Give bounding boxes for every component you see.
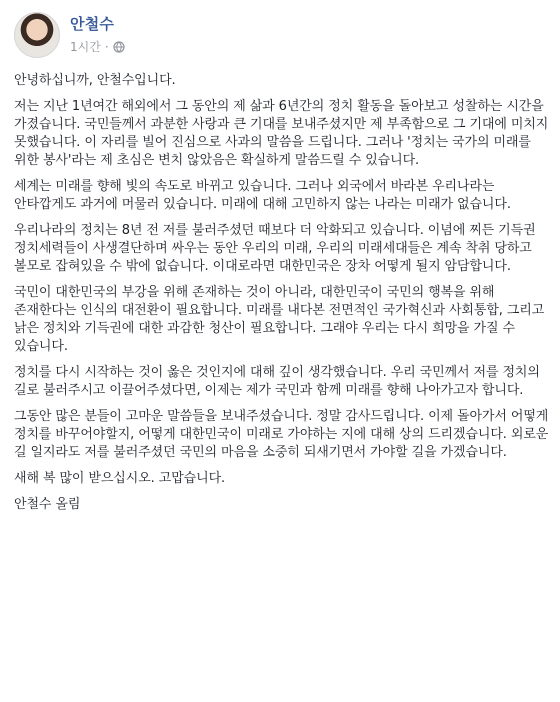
paragraph-new-year: 새해 복 많이 받으십시오. 고맙습니다. [14, 471, 226, 486]
post-timestamp[interactable]: 1시간 [70, 40, 101, 54]
post-body [14, 72, 550, 514]
post-header [14, 10, 550, 62]
timestamp-row [70, 38, 125, 55]
paragraph-thanks: 그동안 많은 분들이 고마운 말씀들을 보내주셨습니다. 정말 감사드립니다. 이제 돌아가서 어떻게 정치를 바꾸어야할지, 어떻게 대한민국이 미래로 가야하는 지에 대해 상의 드리겠습니다. 외로운 길 일지라도 저를 불러주셨던 국민의 마음을 소중히 되새기면서 가야할 길을 가겠습니다. [14, 409, 549, 460]
paragraph-greeting: 안녕하십니까, 안철수입니다. [14, 73, 176, 88]
paragraph-decision: 정치를 다시 시작하는 것이 옳은 것인지에 대해 깊이 생각했습니다. 우리 국민께서 저를 정치의 길로 불러주시고 이끌어주셨다면, 이제는 제가 국민과 함께 미래를 향해 나아가고자 합니다. [14, 365, 540, 398]
globe-icon[interactable] [113, 41, 125, 53]
paragraph-world: 세계는 미래를 향해 빛의 속도로 바뀌고 있습니다. 그러나 외국에서 바라본 우리나라는 안타깝게도 과거에 머물러 있습니다. 미래에 대해 고민하지 않는 나라는 미래가 없습니다. [14, 179, 511, 212]
author-avatar[interactable] [14, 12, 60, 58]
paragraph-signature: 안철수 올림 [14, 497, 81, 512]
author-name[interactable]: 안철수 [70, 15, 115, 33]
paragraph-politics: 우리나라의 정치는 8년 전 저를 불러주셨던 때보다 더 악화되고 있습니다. 이념에 찌든 기득권 정치세력들이 사생결단하며 싸우는 동안 우리의 미래, 우리의 미래세대들은 계속 착취 당하고 볼모로 잡혀있을 수 밖에 없습니다. 이대로라면 대한민국은 장차 어떻게 될지 암담합니다. [14, 223, 536, 274]
paragraph-transformation: 국민이 대한민국의 부강을 위해 존재하는 것이 아니라, 대한민국이 국민의 행복을 위해 존재한다는 인식의 대전환이 필요합니다. 미래를 내다본 전면적인 국가혁신과 사회통합, 그리고 낡은 정치와 기득권에 대한 과감한 청산이 필요합니다. 그래야 우리는 다시 희망을 가질 수 있습니다. [14, 285, 545, 354]
paragraph-reflection: 저는 지난 1년여간 해외에서 그 동안의 제 삶과 6년간의 정치 활동을 돌아보고 성찰하는 시간을 가졌습니다. 국민들께서 과분한 사랑과 큰 기대를 보내주셨지만 제 부족함으로 그 기대에 미치지 못했습니다. 이 자리를 빌어 진심으로 사과의 말씀을 드립니다. 그러나 '정치는 국가의 미래를 위한 봉사'라는 제 초심은 변치 않았음은 확실하게 말씀드릴 수 있습니다. [14, 99, 549, 168]
post-meta [70, 13, 125, 55]
separator-dot: · [104, 39, 109, 54]
